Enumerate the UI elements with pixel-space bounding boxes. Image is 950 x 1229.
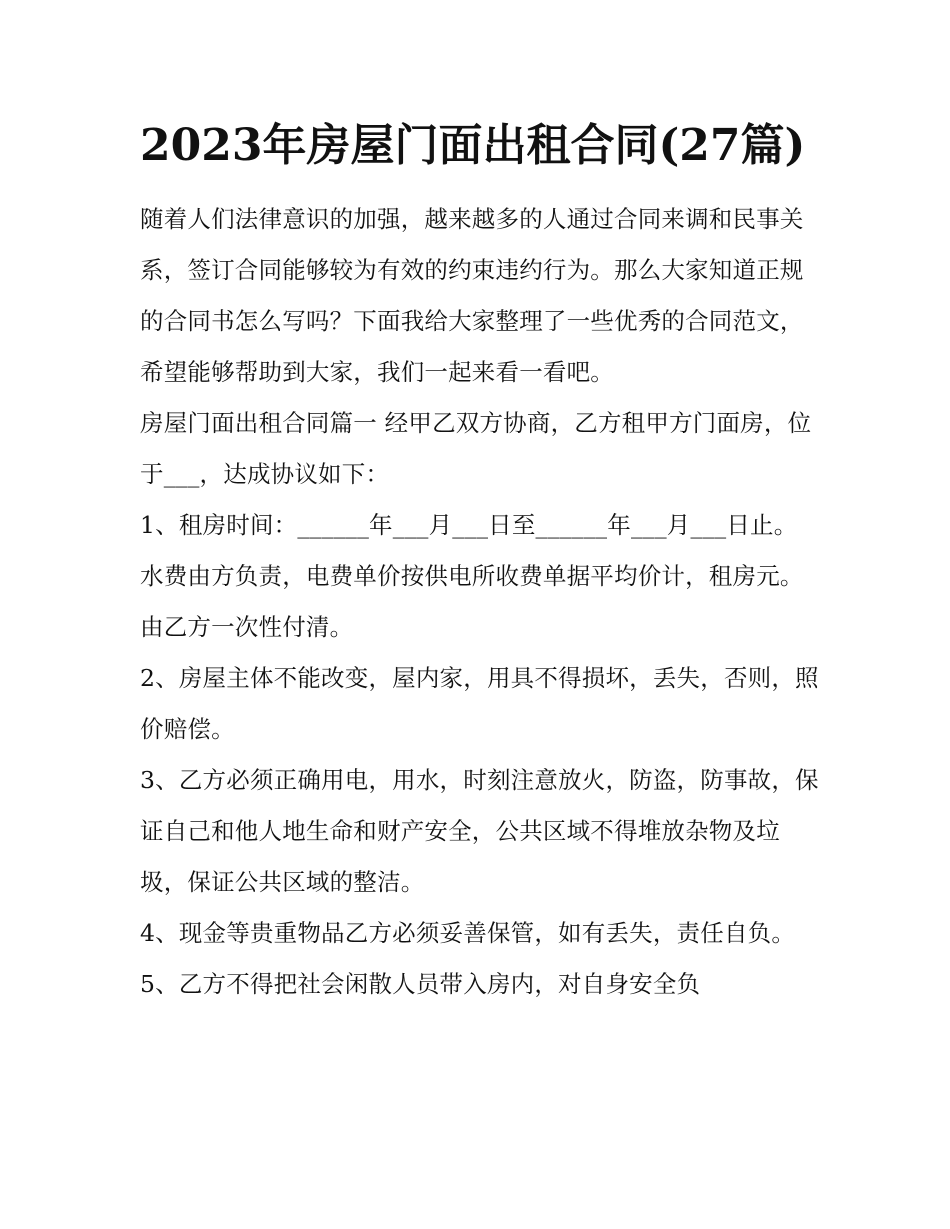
clause-4-5-paragraph: 4、现金等贵重物品乙方必须妥善保管，如有丢失，责任自负。 5、乙方不得把社会闲散人员带入房内，对自身安全负 (140, 919, 796, 998)
contract-opening-paragraph: 房屋门面出租合同篇一 经甲乙双方协商，乙方租甲方门面房，位于___，达成协议如下： (140, 409, 812, 488)
document-title: 2023年房屋门面出租合同(27篇) (140, 120, 806, 171)
clause-2-paragraph: 2、房屋主体不能改变，屋内家，用具不得损坏，丢失，否则，照价赔偿。 (140, 664, 819, 743)
clause-1-paragraph: 1、租房时间：______年___月___日至______年___月___日止。水费由方负责，电费单价按供电所收费单据平均价计，租房元。由乙方一次性付清。 (140, 511, 804, 641)
intro-paragraph: 随着人们法律意识的加强，越来越多的人通过合同来调和民事关系，签订合同能够较为有效的约束违约行为。那么大家知道正规的合同书怎么写吗？下面我给大家整理了一些优秀的合同范文，希望能够帮助到大家，我们一起来看一看吧。 (140, 205, 804, 386)
document-page (140, 112, 820, 1010)
clause-3-paragraph: 3、乙方必须正确用电，用水，时刻注意放火，防盗，防事故，保证自己和他人地生命和财产安全，公共区域不得堆放杂物及垃圾，保证公共区域的整洁。 (140, 766, 819, 896)
